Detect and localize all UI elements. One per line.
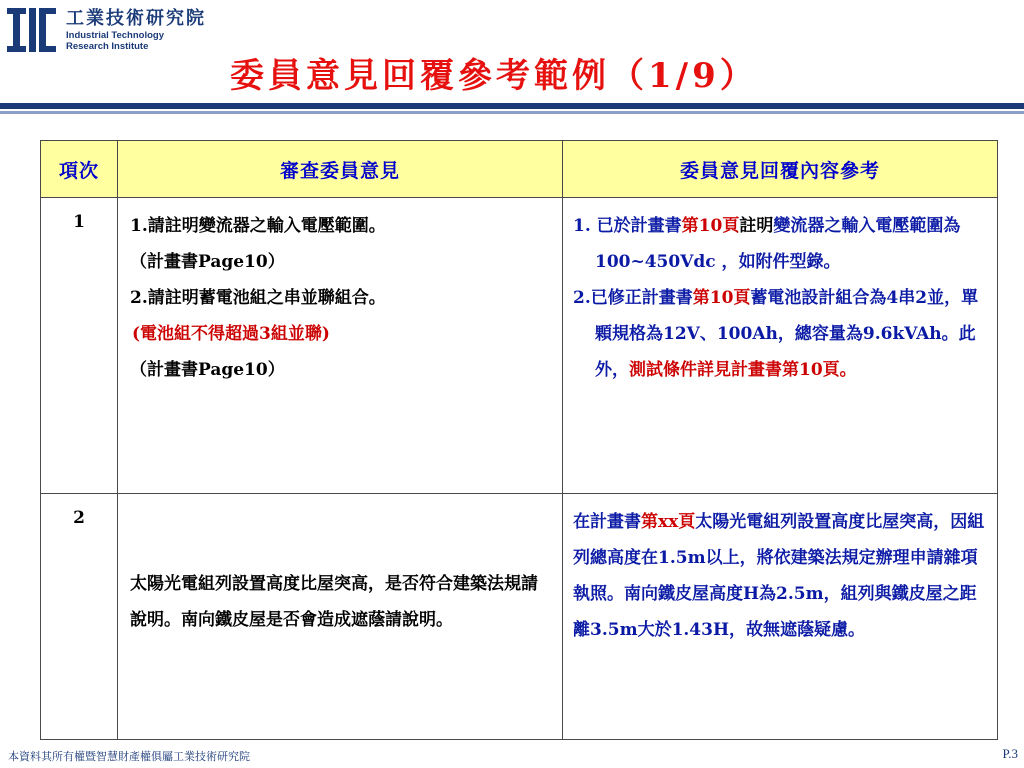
reply-paragraph-1	[573, 208, 989, 280]
org-name-en-line2: Research Institute	[66, 41, 149, 52]
reply-text: 2.已修正計畫書	[573, 288, 693, 308]
reply-cell	[563, 198, 998, 494]
comment-line: （計畫書Page10）	[130, 252, 285, 272]
table-row	[41, 494, 998, 740]
reply-test-note: 測試條件詳見計畫書第10頁。	[629, 360, 857, 380]
comment-note: (電池組不得超過3組並聯)	[132, 324, 330, 344]
row-number: 1	[41, 198, 118, 494]
reply-text: 在計畫書	[573, 512, 641, 532]
comment-cell	[118, 198, 563, 494]
reply-text: 太陽光電組列設置高度比屋突高，因組列總高度在1.5m以上，將依建築法規定辦理申請雜項執照。南向鐵皮屋高度H為2.5m，組列與鐵皮屋之距離3.5m大於1.43H，故無遮蔭疑慮。	[573, 512, 985, 640]
review-table	[40, 140, 998, 740]
reply-text: 如附件型錄。	[738, 252, 841, 272]
org-name-cn: 工業技術研究院	[66, 8, 206, 29]
itri-logo	[4, 4, 58, 56]
header-divider-thin	[0, 111, 1024, 114]
page-number: P.3	[1002, 746, 1018, 761]
comment-line: （計畫書Page10）	[130, 360, 285, 380]
table-row	[41, 198, 998, 494]
page-ref: 第10頁	[681, 216, 740, 236]
header-committee-comment: 審查委員意見	[118, 141, 563, 198]
comment-text: 太陽光電組列設置高度比屋突高，是否符合建築法規請說明。南向鐵皮屋是否會造成遮蔭請說明。	[130, 573, 538, 630]
comment-line: 2.請註明蓄電池組之串並聯組合。	[130, 288, 386, 308]
slide-title: 委員意見回覆參考範例（1/9）	[230, 56, 758, 96]
reply-paragraph	[573, 504, 989, 648]
comment-cell	[118, 494, 563, 740]
table-header-row	[41, 141, 998, 198]
header-divider	[0, 103, 1024, 109]
reply-text: 註明	[739, 216, 774, 236]
comment-line: 1.請註明變流器之輸入電壓範圍。	[130, 216, 386, 236]
reply-text: 變流器之輸入電壓範圍為100~450Vdc ，	[595, 216, 961, 272]
header-reply-reference: 委員意見回覆內容參考	[563, 141, 998, 198]
org-name	[66, 4, 206, 52]
page-ref: 第xx頁	[641, 512, 696, 532]
row-number: 2	[41, 494, 118, 740]
reply-cell	[563, 494, 998, 740]
reply-paragraph-2	[573, 280, 989, 388]
reply-text: 1. 已於計畫書	[573, 216, 682, 236]
org-name-en-line1: Industrial Technology	[66, 30, 164, 41]
reply-text: 蓄電池設計組合為4串2並，單顆規格為12V、100Ah，總容量為9.6kVAh。此外，	[595, 288, 979, 380]
copyright-notice: 本資料其所有權暨智慧財產權俱屬工業技術研究院	[8, 750, 250, 763]
page-ref: 第10頁	[692, 288, 751, 308]
header-item-no: 項次	[41, 141, 118, 198]
